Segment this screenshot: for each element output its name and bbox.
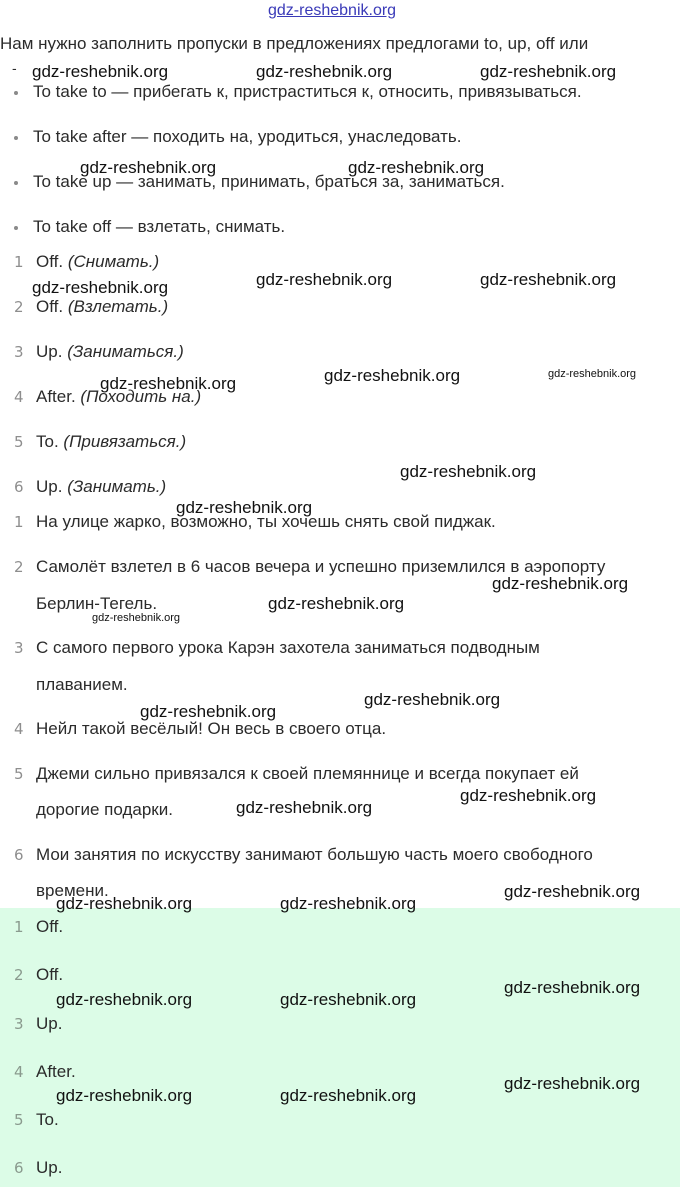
sentence-text: Нейл такой весёлый! Он весь в своего отца. bbox=[36, 719, 387, 738]
item-number: 2 bbox=[14, 966, 24, 984]
sentence-continuation bbox=[14, 800, 173, 820]
item-number: 3 bbox=[14, 639, 24, 657]
item-number: 6 bbox=[14, 478, 24, 496]
final-answer: To. bbox=[36, 1110, 59, 1129]
sentence-row bbox=[14, 719, 386, 739]
final-answer-row bbox=[14, 1158, 62, 1178]
item-number: 3 bbox=[14, 343, 24, 361]
bullet-dot-icon bbox=[14, 91, 18, 95]
watermark: gdz-reshebnik.org bbox=[56, 894, 193, 913]
watermark: gdz-reshebnik.org bbox=[92, 612, 181, 624]
item-number: 4 bbox=[14, 720, 24, 738]
sentence-text: плаванием. bbox=[36, 675, 128, 694]
watermark: gdz-reshebnik.org bbox=[460, 786, 597, 805]
answer-word: Up. bbox=[36, 342, 63, 361]
final-answer: Off. bbox=[36, 917, 64, 936]
bullet-text: To take to — прибегать к, пристраститься к, относить, привязываться. bbox=[33, 82, 582, 101]
watermark: gdz-reshebnik.org bbox=[504, 1074, 641, 1093]
answer-row bbox=[14, 342, 184, 362]
item-number: 2 bbox=[14, 558, 24, 576]
final-answer-row bbox=[14, 1062, 76, 1082]
sentence-continuation bbox=[14, 675, 128, 695]
bullet-item bbox=[14, 217, 285, 237]
final-answer: Up. bbox=[36, 1014, 63, 1033]
bullet-text: To take off — взлетать, снимать. bbox=[33, 217, 286, 236]
sentence-row bbox=[14, 764, 579, 784]
watermark: gdz-reshebnik.org bbox=[268, 594, 405, 613]
item-number: 3 bbox=[14, 1015, 24, 1033]
watermark: gdz-reshebnik.org bbox=[256, 62, 393, 81]
watermark: gdz-reshebnik.org bbox=[504, 978, 641, 997]
answer-translation: (Взлетать.) bbox=[67, 297, 169, 316]
watermark: gdz-reshebnik.org bbox=[492, 574, 629, 593]
item-number: 5 bbox=[14, 433, 24, 451]
answer-panel bbox=[0, 908, 680, 1187]
watermark: gdz-reshebnik.org bbox=[32, 278, 169, 297]
sentence-text: Джеми сильно привязался к своей племяннице и всегда покупает ей bbox=[36, 764, 579, 783]
intro-dash: - bbox=[12, 60, 17, 76]
answer-word: Off. bbox=[36, 297, 64, 316]
answer-translation: (Снимать.) bbox=[67, 252, 160, 271]
watermark: gdz-reshebnik.org bbox=[280, 990, 417, 1009]
watermark: gdz-reshebnik.org bbox=[504, 882, 641, 901]
intro-text: Нам нужно заполнить пропуски в предложениях предлогами to, up, off или bbox=[0, 34, 589, 53]
watermark: gdz-reshebnik.org bbox=[480, 270, 617, 289]
final-answer: Off. bbox=[36, 965, 64, 984]
watermark: gdz-reshebnik.org bbox=[548, 368, 637, 380]
final-answer: Up. bbox=[36, 1158, 63, 1177]
item-number: 2 bbox=[14, 298, 24, 316]
sentence-text: времени. bbox=[36, 881, 109, 900]
answer-row bbox=[14, 477, 166, 497]
watermark: gdz-reshebnik.org bbox=[176, 498, 313, 517]
item-number: 5 bbox=[14, 1111, 24, 1129]
bullet-text: To take after — походить на, уродиться, унаследовать. bbox=[33, 127, 462, 146]
answer-translation: (Занимать.) bbox=[67, 477, 167, 496]
answer-translation: (Заниматься.) bbox=[67, 342, 184, 361]
bullet-dot-icon bbox=[14, 136, 18, 140]
item-number: 1 bbox=[14, 513, 24, 531]
watermark: gdz-reshebnik.org bbox=[280, 894, 417, 913]
final-answer-row bbox=[14, 965, 63, 985]
watermark: gdz-reshebnik.org bbox=[324, 366, 461, 385]
sentence-row bbox=[14, 638, 540, 658]
watermark: gdz-reshebnik.org bbox=[348, 158, 485, 177]
answer-word: To. bbox=[36, 432, 59, 451]
answer-translation: (Привязаться.) bbox=[63, 432, 187, 451]
answer-row bbox=[14, 252, 159, 272]
watermark: gdz-reshebnik.org bbox=[140, 702, 277, 721]
bullet-dot-icon bbox=[14, 226, 18, 230]
sentence-text: Берлин-Тегель. bbox=[36, 594, 158, 613]
item-number: 4 bbox=[14, 388, 24, 406]
watermark: gdz-reshebnik.org bbox=[100, 374, 237, 393]
final-answer: After. bbox=[36, 1062, 76, 1081]
answer-row bbox=[14, 432, 186, 452]
watermark: gdz-reshebnik.org bbox=[256, 270, 393, 289]
sentence-text: дорогие подарки. bbox=[36, 800, 173, 819]
final-answer-row bbox=[14, 1014, 62, 1034]
watermark: gdz-reshebnik.org bbox=[364, 690, 501, 709]
item-number: 1 bbox=[14, 253, 24, 271]
watermark: gdz-reshebnik.org bbox=[56, 1086, 193, 1105]
watermark: gdz-reshebnik.org bbox=[32, 62, 169, 81]
answer-translation: (Походить на.) bbox=[80, 387, 202, 406]
final-answer-row bbox=[14, 917, 63, 937]
item-number: 6 bbox=[14, 1159, 24, 1177]
watermark: gdz-reshebnik.org bbox=[280, 1086, 417, 1105]
sentence-text: С самого первого урока Карэн захотела заниматься подводным bbox=[36, 638, 540, 657]
answer-row bbox=[14, 297, 168, 317]
bullet-text: To take up — занимать, принимать, браться за, заниматься. bbox=[33, 172, 505, 191]
item-number: 6 bbox=[14, 846, 24, 864]
sentence-continuation bbox=[14, 594, 157, 614]
watermark: gdz-reshebnik.org bbox=[400, 462, 537, 481]
answer-word: Up. bbox=[36, 477, 63, 496]
final-answer-row bbox=[14, 1110, 59, 1130]
item-number: 5 bbox=[14, 765, 24, 783]
watermark: gdz-reshebnik.org bbox=[56, 990, 193, 1009]
bullet-item bbox=[14, 127, 462, 147]
watermark-link[interactable]: gdz-reshebnik.org bbox=[268, 2, 397, 19]
sentence-text: На улице жарко, возможно, ты хочешь снять свой пиджак. bbox=[36, 512, 496, 531]
bullet-item bbox=[14, 82, 582, 102]
sentence-text: Мои занятия по искусству занимают большую часть моего свободного bbox=[36, 845, 593, 864]
answer-word: After. bbox=[36, 387, 76, 406]
watermark: gdz-reshebnik.org bbox=[480, 62, 617, 81]
sentence-row bbox=[14, 845, 593, 865]
bullet-dot-icon bbox=[14, 181, 18, 185]
item-number: 1 bbox=[14, 918, 24, 936]
answer-word: Off. bbox=[36, 252, 64, 271]
sentence-text: Самолёт взлетел в 6 часов вечера и успешно приземлился в аэропорту bbox=[36, 557, 606, 576]
item-number: 4 bbox=[14, 1063, 24, 1081]
watermark: gdz-reshebnik.org bbox=[236, 798, 373, 817]
watermark: gdz-reshebnik.org bbox=[80, 158, 217, 177]
